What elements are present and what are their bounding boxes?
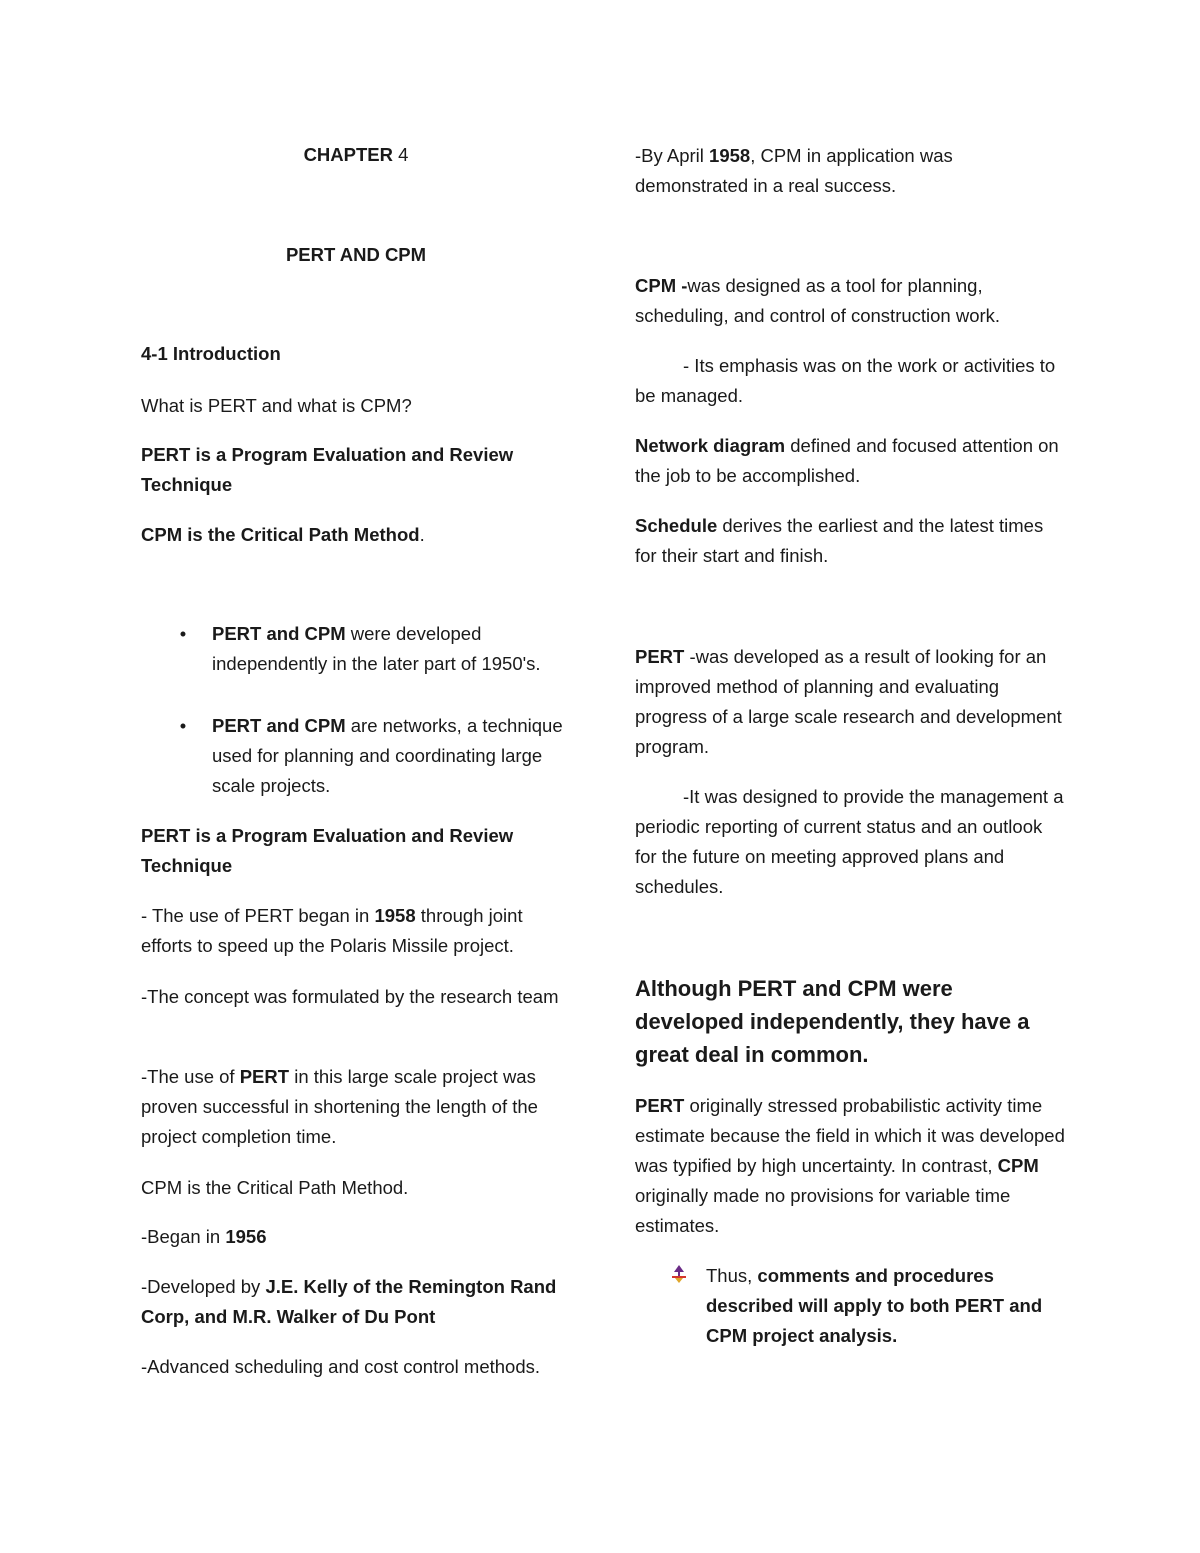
pert-use-paragraph: -The use of PERT in this large scale project was proven successful in shortening the length of the project completion time. — [141, 1066, 538, 1147]
arrow-bullet-item: Thus, comments and procedures described will apply to both PERT and CPM project analysis. — [635, 1261, 1067, 1351]
arrow-bullet-icon — [669, 1261, 689, 1291]
bullet-dot-icon: • — [179, 715, 187, 736]
developed-by-paragraph: -Developed by J.E. Kelly of the Remington Rand Corp, and M.R. Walker of Du Pont — [141, 1276, 557, 1327]
chapter-heading: CHAPTER 4 — [303, 144, 409, 165]
pert-definition-repeat: PERT is a Program Evaluation and Review Technique — [141, 825, 514, 876]
question-text: What is PERT and what is CPM? — [141, 395, 412, 416]
network-diagram-paragraph: Network diagram defined and focused attention on the job to be accomplished. — [635, 435, 1059, 486]
concept-paragraph: -The concept was formulated by the research team — [141, 986, 559, 1007]
document-title: PERT AND CPM — [285, 244, 427, 265]
bullet-item: • PERT and CPM were developed independently in the later part of 1950's. — [141, 619, 571, 679]
common-heading: Although PERT and CPM were developed independently, they have a great deal in common. — [635, 976, 1030, 1067]
schedule-paragraph: Schedule derives the earliest and the latest times for their start and finish. — [635, 515, 1044, 566]
began-1956-paragraph: -Began in 1956 — [141, 1226, 267, 1247]
april-1958-paragraph: -By April 1958, CPM in application was demonstrated in a real success. — [635, 145, 953, 196]
pert-began-paragraph: - The use of PERT began in 1958 through joint efforts to speed up the Polaris Missile project. — [141, 905, 523, 956]
bullet-dot-icon: • — [179, 623, 187, 644]
pert-developed-paragraph: PERT -was developed as a result of looking for an improved method of planning and evaluating progress of a large scale research and development program. — [635, 646, 1062, 757]
cpm-paragraph: CPM is the Critical Path Method. — [141, 1177, 409, 1198]
emphasis-paragraph: - Its emphasis was on the work or activities to be managed. — [635, 355, 1056, 406]
pert-definition: PERT is a Program Evaluation and Review Technique — [141, 444, 514, 495]
cpm-definition: CPM is the Critical Path Method. — [141, 524, 425, 545]
intro-heading: 4-1 Introduction — [141, 343, 281, 364]
originally-paragraph: PERT originally stressed probabilistic activity time estimate because the field in which it was developed was typified by high uncertainty. In contrast, CPM originally made no provisions for variable time estimates. — [635, 1095, 1065, 1236]
advanced-scheduling-paragraph: -Advanced scheduling and cost control methods. — [141, 1356, 541, 1377]
designed-paragraph: -It was designed to provide the management a periodic reporting of current status and an outlook for the future on meeting approved plans and schedules. — [635, 786, 1064, 897]
bullet-item: • PERT and CPM are networks, a technique used for planning and coordinating large scale projects. — [141, 711, 571, 801]
cpm-tool-paragraph: CPM -was designed as a tool for planning, scheduling, and control of construction work. — [635, 275, 1001, 326]
